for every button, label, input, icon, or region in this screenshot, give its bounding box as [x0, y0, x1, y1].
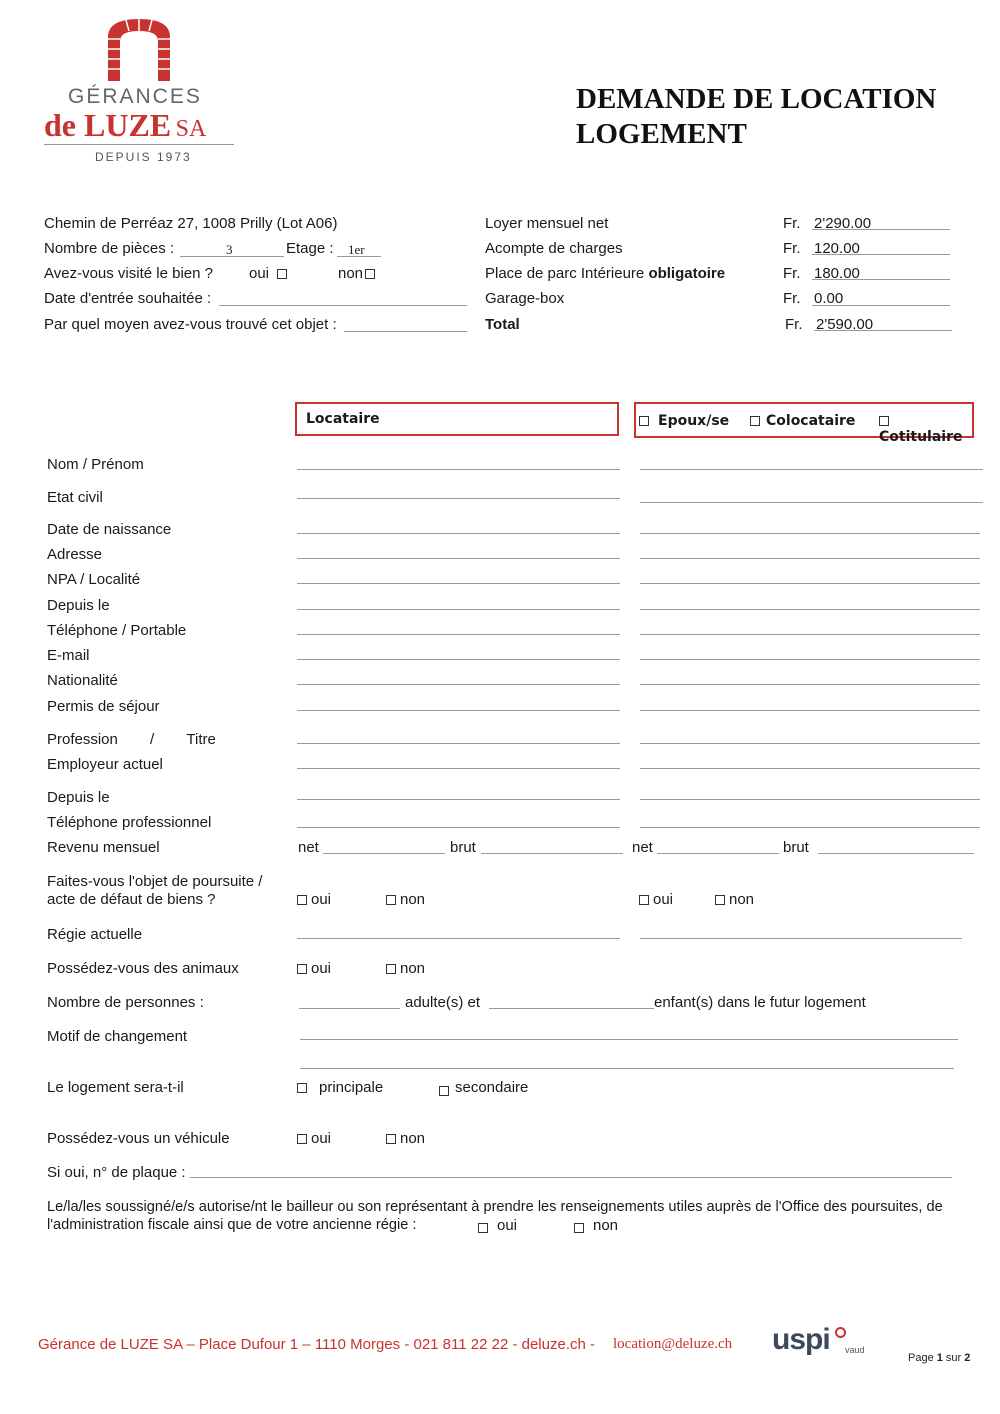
- pursuit-no-cotenant[interactable]: [715, 891, 754, 908]
- cost-row: [485, 316, 520, 333]
- visited-yes-option[interactable]: [249, 265, 291, 282]
- consent-text-2: l'administration fiscale ainsi que de votre ancienne régie :: [47, 1217, 417, 1233]
- title-label: Titre: [186, 731, 216, 748]
- no-label: non: [400, 891, 426, 908]
- agency-input-cotenant[interactable]: [640, 938, 962, 939]
- name-input-cotenant[interactable]: [640, 469, 983, 470]
- field-label-profession: [47, 731, 216, 748]
- animals-no[interactable]: [386, 960, 425, 977]
- no-label: non: [729, 891, 755, 908]
- page-number: [908, 1352, 970, 1364]
- coholder-checkbox[interactable]: [879, 416, 889, 426]
- uspi-sub: vaud: [845, 1345, 865, 1355]
- field-label-housing: Le logement sera-t-il: [47, 1079, 184, 1096]
- consent-yes-checkbox[interactable]: [478, 1223, 488, 1233]
- yes-label: oui: [311, 1130, 332, 1147]
- cost-label: Garage-box: [485, 290, 565, 307]
- consent-no-checkbox[interactable]: [574, 1223, 584, 1233]
- field-label-since: Depuis le: [47, 597, 110, 614]
- title-line-1: DEMANDE DE LOCATION: [576, 83, 937, 115]
- no-label: non: [400, 1130, 426, 1147]
- npa-input-cotenant[interactable]: [640, 583, 980, 584]
- cotenant-checkbox[interactable]: [750, 416, 760, 426]
- field-label-npa: NPA / Localité: [47, 571, 141, 588]
- profession-slash: /: [150, 731, 155, 748]
- cost-line: [812, 279, 950, 280]
- rooms-label: Nombre de pièces :: [44, 240, 175, 257]
- cost-line: [814, 330, 952, 331]
- gross-label-cotenant: brut: [783, 839, 809, 856]
- cost-label: Place de parc Intérieure: [485, 265, 649, 282]
- vehicle-yes[interactable]: [297, 1130, 331, 1147]
- logo-depuis: DEPUIS 1973: [95, 150, 192, 164]
- cost-amount: 0.00: [814, 290, 844, 307]
- rooms-value: 3: [226, 242, 233, 257]
- page-total: 2: [964, 1352, 971, 1364]
- cost-currency: Fr.: [785, 316, 803, 333]
- field-label-since2: Depuis le: [47, 789, 110, 806]
- cost-label: Total: [485, 316, 520, 333]
- coholder-label: Cotitulaire: [879, 429, 963, 445]
- logo-deluze: de LUZE: [44, 107, 172, 143]
- field-label-vehicle: Possédez-vous un véhicule: [47, 1130, 230, 1147]
- title-line-2: LOGEMENT: [576, 118, 747, 150]
- profession-input-tenant[interactable]: [297, 743, 620, 744]
- entry-date-label: Date d'entrée souhaitée :: [44, 290, 212, 307]
- cost-currency: Fr.: [783, 265, 801, 282]
- since-input-cotenant[interactable]: [640, 609, 980, 610]
- consent-no-option[interactable]: [574, 1217, 618, 1234]
- field-label-pursuit: [47, 873, 262, 909]
- visited-no-option[interactable]: [338, 265, 379, 282]
- page-mid: sur: [942, 1352, 965, 1364]
- visited-yes-label: oui: [249, 265, 270, 282]
- children-label: enfant(s) dans le futur logement: [654, 994, 866, 1011]
- cost-line: [812, 254, 950, 255]
- pursuit-yes-cotenant-checkbox[interactable]: [639, 895, 649, 905]
- cost-amount: 180.00: [814, 265, 860, 282]
- uspi-logo: [772, 1323, 872, 1363]
- net-label-cotenant: net: [632, 839, 653, 856]
- arch-icon: [106, 17, 172, 83]
- housing-secondary-checkbox[interactable]: [439, 1086, 449, 1096]
- animals-yes-checkbox[interactable]: [297, 964, 307, 974]
- employer-input-cotenant[interactable]: [640, 768, 980, 769]
- entry-date-field[interactable]: [219, 305, 467, 306]
- gross-input-tenant[interactable]: [481, 853, 623, 854]
- housing-primary-option[interactable]: [297, 1079, 383, 1096]
- field-label-animals: Possédez-vous des animaux: [47, 960, 239, 977]
- cost-row: [485, 215, 608, 232]
- field-label-phone: Téléphone / Portable: [47, 622, 187, 639]
- animals-no-checkbox[interactable]: [386, 964, 396, 974]
- field-label-work-phone: Téléphone professionnel: [47, 814, 212, 831]
- field-label-persons: Nombre de personnes :: [47, 994, 204, 1011]
- footer-company: Gérance de LUZE SA – Place Dufour 1 – 1110 Morges - 021 811 22 22 - deluze.ch -: [38, 1336, 595, 1353]
- tenant-header: Locataire: [306, 411, 380, 427]
- consent-no-label: non: [593, 1217, 619, 1234]
- cost-label-bold: obligatoire: [648, 265, 726, 282]
- gross-input-cotenant[interactable]: [818, 853, 974, 854]
- field-label-employer: Employeur actuel: [47, 756, 163, 773]
- page-prefix: Page: [908, 1352, 937, 1364]
- logo-sa: SA: [175, 116, 207, 142]
- address-input-tenant[interactable]: [297, 558, 620, 559]
- pursuit-yes-cotenant[interactable]: [639, 891, 673, 908]
- adults-input[interactable]: [299, 1008, 400, 1009]
- found-label: Par quel moyen avez-vous trouvé cet objet :: [44, 316, 337, 333]
- pursuit-no-tenant[interactable]: [386, 891, 425, 908]
- field-label-agency: Régie actuelle: [47, 926, 143, 943]
- vehicle-no[interactable]: [386, 1130, 425, 1147]
- email-input-cotenant[interactable]: [640, 659, 980, 660]
- cost-amount: 120.00: [814, 240, 860, 257]
- agency-input-tenant[interactable]: [297, 938, 620, 939]
- floor-label: Etage :: [286, 240, 334, 257]
- document-title: [576, 82, 936, 152]
- profession-input-cotenant[interactable]: [640, 743, 980, 744]
- footer-email[interactable]: location@deluze.ch: [613, 1336, 733, 1352]
- animals-yes[interactable]: [297, 960, 331, 977]
- visited-label: Avez-vous visité le bien ?: [44, 265, 213, 282]
- cost-currency: Fr.: [783, 290, 801, 307]
- birth-input-tenant[interactable]: [297, 533, 620, 534]
- name-input-tenant[interactable]: [297, 469, 620, 470]
- cotenant-header-box: [634, 402, 974, 445]
- cotenant-option[interactable]: [750, 413, 855, 429]
- gross-label-tenant: brut: [450, 839, 476, 856]
- field-label-civil: Etat civil: [47, 489, 103, 506]
- spouse-checkbox[interactable]: [639, 416, 649, 426]
- employer-input-tenant[interactable]: [297, 768, 620, 769]
- address-input-cotenant[interactable]: [640, 558, 980, 559]
- found-field[interactable]: [344, 331, 467, 332]
- permit-input-cotenant[interactable]: [640, 710, 980, 711]
- permit-input-tenant[interactable]: [297, 710, 620, 711]
- field-label-plate: Si oui, n° de plaque :: [47, 1164, 186, 1181]
- consent-text-1: Le/la/les soussigné/e/s autorise/nt le bailleur ou son représentant à prendre les renseignements utiles auprès de l'Office des poursuites, de: [47, 1199, 943, 1215]
- logo-gerances: GÉRANCES: [68, 85, 202, 108]
- consent-yes-option[interactable]: [478, 1217, 517, 1234]
- phone-input-cotenant[interactable]: [640, 634, 980, 635]
- net-input-cotenant[interactable]: [657, 853, 779, 854]
- pursuit-yes-tenant[interactable]: [297, 891, 331, 908]
- yes-label: oui: [653, 891, 674, 908]
- adults-label: adulte(s) et: [405, 994, 481, 1011]
- yes-label: oui: [311, 891, 332, 908]
- vehicle-no-checkbox[interactable]: [386, 1134, 396, 1144]
- since2-input-cotenant[interactable]: [640, 799, 980, 800]
- field-label-reason: Motif de changement: [47, 1028, 188, 1045]
- work-phone-input-tenant[interactable]: [297, 827, 620, 828]
- coholder-option[interactable]: [879, 413, 972, 445]
- field-label-email: E-mail: [47, 647, 90, 664]
- yes-label: oui: [311, 960, 332, 977]
- property-address: Chemin de Perréaz 27, 1008 Prilly (Lot A06): [44, 215, 338, 232]
- spouse-option[interactable]: [639, 413, 729, 429]
- pursuit-yes-tenant-checkbox[interactable]: [297, 895, 307, 905]
- cost-row: [485, 290, 564, 307]
- tenant-header-box: [295, 402, 619, 436]
- field-label-nationality: Nationalité: [47, 672, 118, 689]
- plate-input[interactable]: [190, 1177, 952, 1178]
- cost-row: [485, 265, 725, 282]
- pursuit-no-tenant-checkbox[interactable]: [386, 895, 396, 905]
- consent-yes-label: oui: [497, 1217, 518, 1234]
- work-phone-input-cotenant[interactable]: [640, 827, 980, 828]
- field-label-birth: Date de naissance: [47, 521, 172, 538]
- cost-label: Acompte de charges: [485, 240, 623, 257]
- pursuit-no-cotenant-checkbox[interactable]: [715, 895, 725, 905]
- cost-currency: Fr.: [783, 240, 801, 257]
- nationality-input-tenant[interactable]: [297, 684, 620, 685]
- visited-no-label: non: [338, 265, 364, 282]
- floor-value: 1er: [348, 242, 365, 257]
- field-label-address: Adresse: [47, 546, 103, 563]
- cost-currency: Fr.: [783, 215, 801, 232]
- visited-no-checkbox[interactable]: [365, 269, 375, 279]
- secondary-label: secondaire: [455, 1079, 529, 1096]
- civil-input-cotenant[interactable]: [640, 502, 983, 503]
- page-current: 1: [936, 1352, 943, 1364]
- birth-input-cotenant[interactable]: [640, 533, 980, 534]
- uspi-text: uspi: [772, 1323, 830, 1356]
- npa-input-tenant[interactable]: [297, 583, 620, 584]
- profession-label: Profession: [47, 731, 118, 748]
- phone-input-tenant[interactable]: [297, 634, 620, 635]
- uspi-dot-icon: [835, 1327, 846, 1338]
- since-input-tenant[interactable]: [297, 609, 620, 610]
- housing-secondary-option[interactable]: [439, 1079, 528, 1096]
- cost-row: [485, 240, 623, 257]
- company-logo: [40, 15, 240, 170]
- field-label-permit: Permis de séjour: [47, 698, 160, 715]
- cost-amount: 2'590.00: [816, 316, 874, 333]
- visited-yes-checkbox[interactable]: [277, 269, 287, 279]
- email-input-tenant[interactable]: [297, 659, 620, 660]
- cost-amount: 2'290.00: [814, 215, 872, 232]
- net-label-tenant: net: [298, 839, 319, 856]
- reason-input-1[interactable]: [300, 1039, 958, 1040]
- vehicle-yes-checkbox[interactable]: [297, 1134, 307, 1144]
- pursuit-line-2: acte de défaut de biens ?: [47, 891, 216, 908]
- pursuit-line-1: Faites-vous l'objet de poursuite /: [47, 873, 263, 890]
- no-label: non: [400, 960, 426, 977]
- net-input-tenant[interactable]: [323, 853, 445, 854]
- cost-line: [812, 229, 950, 230]
- field-label-name: Nom / Prénom: [47, 456, 144, 473]
- cost-line: [812, 305, 950, 306]
- cost-label: Loyer mensuel net: [485, 215, 609, 232]
- spouse-label: Epoux/se: [658, 413, 730, 429]
- reason-input-2[interactable]: [300, 1068, 954, 1069]
- nationality-input-cotenant[interactable]: [640, 684, 980, 685]
- civil-input-tenant[interactable]: [297, 498, 620, 499]
- children-input[interactable]: [489, 1008, 654, 1009]
- field-label-income: Revenu mensuel: [47, 839, 160, 856]
- cotenant-label: Colocataire: [766, 413, 856, 429]
- primary-label: principale: [319, 1079, 384, 1096]
- since2-input-tenant[interactable]: [297, 799, 620, 800]
- housing-primary-checkbox[interactable]: [297, 1083, 307, 1093]
